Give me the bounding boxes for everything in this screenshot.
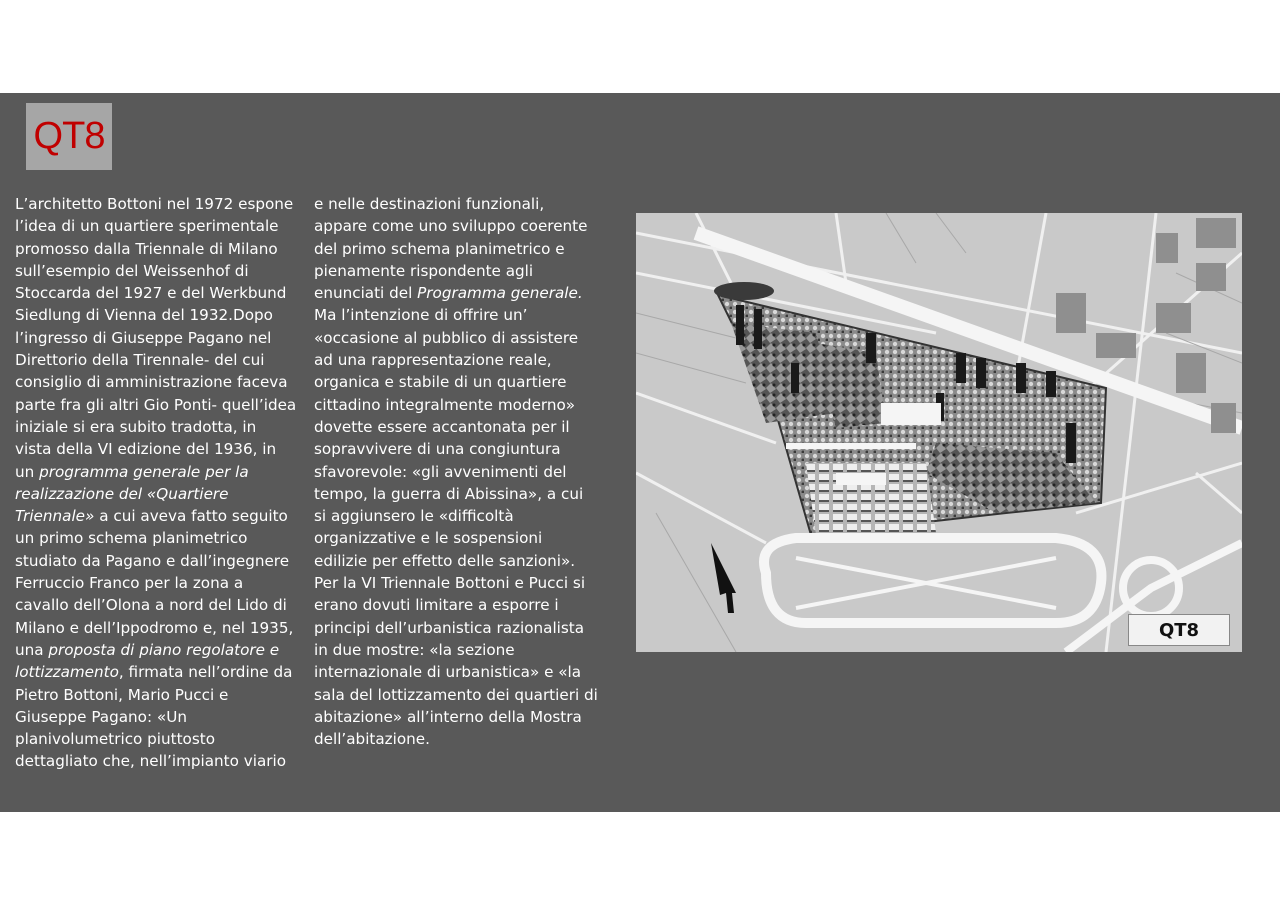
text-run: , firmata nell’ordine da Pietro Bottoni, Mario Pucci e Giuseppe Pagano: «Un planivolumetrico piuttosto dettagliato che, nell’impianto viario [15, 663, 293, 771]
italic-run: Programma generale. [417, 284, 583, 303]
text-run: e nelle destinazioni funzionali, appare come uno sviluppo coerente del primo schema planimetrico e pienamente rispondente agli enunciati del [314, 195, 588, 303]
text-run: Ma l’intenzione di offrire un’ «occasione al pubblico di assistere ad una rappresentazione reale, organica e stabile di un quartiere cittadino integralmente moderno» dovette essere accantonata per il sopravvivere di una congiuntura sfavorevole: «gli avvenimenti del tempo, la guerra di Abissina», a cui si aggiunsero le «difficoltà organizzative e le sospensioni edilizie per effetto delle sanzioni». Per la VI Triennale Bottoni e Pucci si erano dovuti limitare a esporre i principi dell’urbanistica razionalista in due mostre: «la sezione internazionale di urbanistica» e «la sala del lottizzamento dei quartieri di abitazione» all’interno della Mostra dell’abitazione. [314, 306, 598, 749]
italic-run: programma generale per la realizzazione del «Quartiere Triennale» [15, 462, 249, 526]
qt8-photo-label: QT8 [1128, 614, 1230, 646]
text-run: a cui aveva fatto seguito un primo schema planimetrico studiato da Pagano e dall’ingegnere Ferruccio Franco per la zona a cavallo dell’Olona a nord del Lido di Milano e dell’Ippodromo e, nel 1935, una [15, 507, 294, 659]
text-run: L’architetto Bottoni nel 1972 espone l’idea di un quartiere sperimentale promosso dalla Triennale di Milano sull’esempio del Weissenhof di Stoccarda del 1927 e del Werkbund Siedlung di Vienna del 1932. [15, 195, 294, 325]
text-column-2 [314, 193, 599, 750]
text-run: Dopo l’ingresso di Giuseppe Pagano nel Direttorio della Tirennale- del cui consiglio di amministrazione faceva parte fra gli altri Gio Ponti- quell’idea iniziale si era subito tradotta, in vista della VI edizione del 1936, in un [15, 306, 297, 481]
site-model-illustration [636, 213, 1242, 652]
site-model-photo [636, 213, 1242, 652]
qt8-logo [26, 103, 112, 170]
logo-text: QT8 [33, 115, 105, 157]
text-column-1 [15, 193, 297, 773]
slide-panel [0, 93, 1280, 812]
paragraph-2 [314, 193, 599, 750]
paragraph-1 [15, 193, 297, 773]
italic-run: proposta di piano regolatore e lottizzamento [15, 640, 280, 682]
